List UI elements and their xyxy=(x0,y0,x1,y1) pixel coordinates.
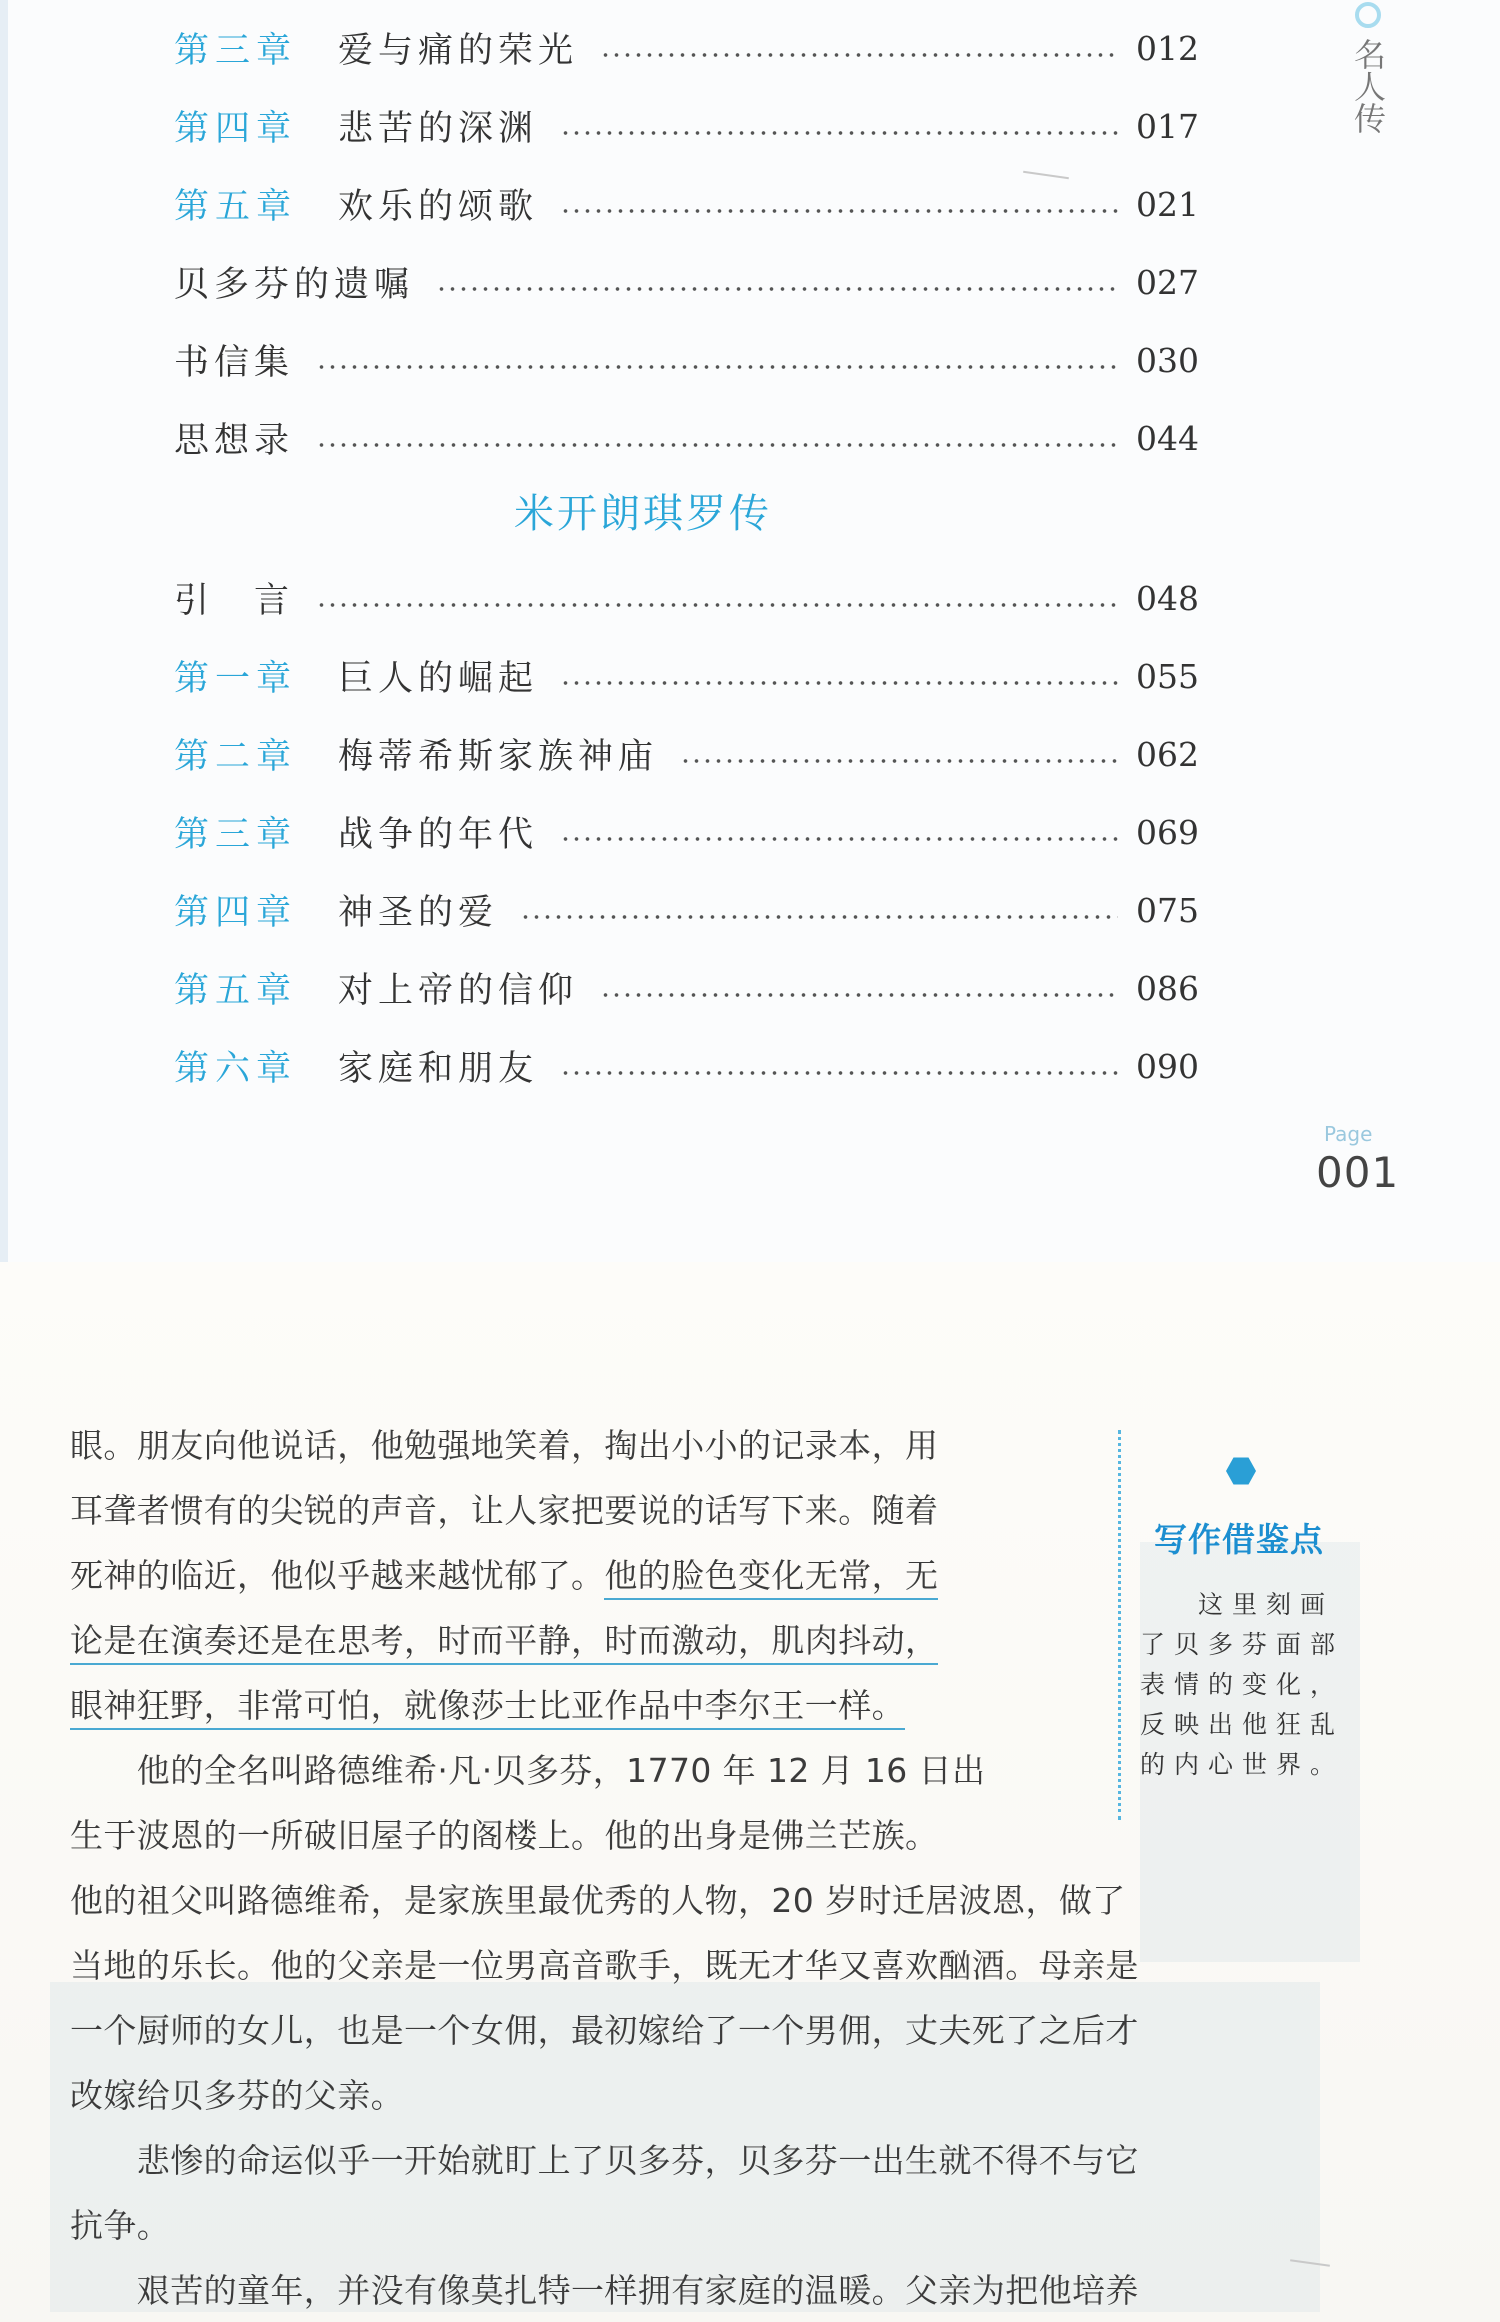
toc-title: 爱与痛的荣光 xyxy=(338,31,579,71)
body-line xyxy=(70,2135,1139,2182)
body-line xyxy=(70,2265,1139,2312)
toc-title: 战争的年代 xyxy=(338,815,539,855)
body-text: 他的全名叫路德维希·凡·贝多芬，1770 年 12 月 16 日出 xyxy=(70,1751,986,1790)
toc-page-number: 027 xyxy=(1136,262,1199,302)
toc-title: 思想录 xyxy=(174,421,295,461)
body-text: 眼。朋友向他说话，他勉强地笑着，掏出小小的记录本，用 xyxy=(70,1426,939,1465)
toc-page-number: 069 xyxy=(1136,812,1199,852)
ring-icon xyxy=(1355,2,1381,28)
sidebar-note-line: 的内心世界。 xyxy=(1140,1750,1345,1779)
body-line xyxy=(70,1420,938,1467)
toc-chapter: 第五章 xyxy=(174,187,298,227)
underlined-text: 眼神狂野，非常可怕，就像莎士比亚作品中李尔王一样。 xyxy=(70,1686,905,1730)
body-text: 生于波恩的一所破旧屋子的阁楼上。他的出身是佛兰芒族。 xyxy=(70,1816,939,1855)
toc-leader-dots xyxy=(560,131,1118,135)
body-text: 耳聋者惯有的尖锐的声音，让人家把要说的话写下来。随着 xyxy=(70,1491,939,1530)
toc-title: 对上帝的信仰 xyxy=(338,971,579,1011)
toc-entry[interactable] xyxy=(174,646,1199,706)
page-label: Page xyxy=(1324,1122,1373,1146)
toc-leader-dots xyxy=(316,365,1118,369)
toc-chapter: 第三章 xyxy=(174,31,298,71)
body-line xyxy=(70,1940,1139,1987)
toc-chapter: 第二章 xyxy=(174,737,298,777)
toc-page-number: 030 xyxy=(1136,340,1199,380)
toc-chapter: 第五章 xyxy=(174,971,298,1011)
body-text: 他的祖父叫路德维希，是家族里最优秀的人物，20 岁时迁居波恩，做了 xyxy=(70,1881,1126,1920)
toc-title: 梅蒂希斯家族神庙 xyxy=(338,737,659,777)
body-line xyxy=(70,1550,938,1597)
sidebar-divider xyxy=(1118,1430,1121,1820)
toc-entry[interactable] xyxy=(174,408,1199,468)
toc-entry[interactable] xyxy=(174,174,1199,234)
toc-page-number: 075 xyxy=(1136,890,1199,930)
underlined-text: 论是在演奏还是在思考，时而平静，时而激动，肌肉抖动， xyxy=(70,1621,938,1665)
toc-title: 书信集 xyxy=(174,343,295,383)
page-number: 001 xyxy=(1316,1148,1400,1197)
toc-entry[interactable] xyxy=(174,568,1199,628)
toc-entry[interactable] xyxy=(174,1036,1199,1096)
sidebar-note-line: 了贝多芬面部 xyxy=(1140,1630,1345,1659)
side-tab-label: 名人传 xyxy=(1349,38,1387,134)
toc-entry[interactable] xyxy=(174,252,1199,312)
sidebar-title: 写作借鉴点 xyxy=(1154,1520,1324,1559)
toc-chapter: 第三章 xyxy=(174,815,298,855)
body-line xyxy=(70,2070,404,2117)
toc-leader-dots xyxy=(560,209,1118,213)
toc-entry[interactable] xyxy=(174,958,1199,1018)
toc-entry[interactable] xyxy=(174,802,1199,862)
toc-page-number: 012 xyxy=(1136,28,1199,68)
body-line xyxy=(70,1485,938,1532)
toc-leader-dots xyxy=(600,53,1118,57)
toc-chapter: 第六章 xyxy=(174,1049,298,1089)
toc-leader-dots xyxy=(600,993,1118,997)
body-line xyxy=(70,1745,985,1792)
toc-page-number: 044 xyxy=(1136,418,1199,458)
sidebar-note-line: 这里刻画 xyxy=(1198,1590,1335,1619)
toc-title: 家庭和朋友 xyxy=(338,1049,539,1089)
toc-leader-dots xyxy=(520,915,1118,919)
toc-page-number: 086 xyxy=(1136,968,1199,1008)
toc-leader-dots xyxy=(560,681,1118,685)
body-text: 一个厨师的女儿，也是一个女佣，最初嫁给了一个男佣，丈夫死了之后才 xyxy=(70,2011,1139,2050)
toc-page-number: 090 xyxy=(1136,1046,1199,1086)
toc-page-number: 055 xyxy=(1136,656,1199,696)
toc-chapter: 第四章 xyxy=(174,109,298,149)
underlined-text: 他的脸色变化无常，无 xyxy=(604,1556,938,1600)
body-line xyxy=(70,2200,170,2247)
toc-leader-dots xyxy=(316,443,1118,447)
toc-leader-dots xyxy=(560,837,1118,841)
body-text: 艰苦的童年，并没有像莫扎特一样拥有家庭的温暖。父亲为把他培养 xyxy=(70,2271,1139,2310)
toc-page-number: 021 xyxy=(1136,184,1199,224)
toc-title: 引 言 xyxy=(174,581,295,621)
body-line xyxy=(70,1615,938,1662)
toc-title: 巨人的崛起 xyxy=(338,659,539,699)
body-line xyxy=(70,1875,1126,1922)
toc-chapter: 第一章 xyxy=(174,659,298,699)
body-line xyxy=(70,1680,905,1727)
toc-title: 欢乐的颂歌 xyxy=(338,187,539,227)
side-tab xyxy=(1348,0,1388,134)
toc-leader-dots xyxy=(436,287,1118,291)
toc-entry[interactable] xyxy=(174,880,1199,940)
body-line xyxy=(70,2005,1139,2052)
toc-entry[interactable] xyxy=(174,18,1199,78)
section-title: 米开朗琪罗传 xyxy=(514,491,772,537)
toc-entry[interactable] xyxy=(174,330,1199,390)
body-line xyxy=(70,1810,938,1857)
body-text: 改嫁给贝多芬的父亲。 xyxy=(70,2076,404,2115)
toc-entry[interactable] xyxy=(174,724,1199,784)
toc-chapter: 第四章 xyxy=(174,893,298,933)
body-text: 抗争。 xyxy=(70,2206,171,2245)
toc-title: 悲苦的深渊 xyxy=(338,109,539,149)
toc-entry[interactable] xyxy=(174,96,1199,156)
toc-page-number: 062 xyxy=(1136,734,1199,774)
toc-leader-dots xyxy=(680,759,1118,763)
sidebar-note-line: 反映出他狂乱 xyxy=(1140,1710,1345,1739)
toc-leader-dots xyxy=(560,1071,1118,1075)
body-text: 死神的临近，他似乎越来越忧郁了。 xyxy=(70,1556,605,1595)
toc-page-number: 017 xyxy=(1136,106,1199,146)
toc-leader-dots xyxy=(316,603,1118,607)
toc-title: 贝多芬的遗嘱 xyxy=(174,265,415,305)
toc-page-number: 048 xyxy=(1136,578,1199,618)
sidebar-note-line: 表情的变化， xyxy=(1140,1670,1345,1699)
body-text: 当地的乐长。他的父亲是一位男高音歌手，既无才华又喜欢酗酒。母亲是 xyxy=(70,1946,1139,1985)
body-text: 悲惨的命运似乎一开始就盯上了贝多芬，贝多芬一出生就不得不与它 xyxy=(70,2141,1139,2180)
toc-title: 神圣的爱 xyxy=(338,893,499,933)
